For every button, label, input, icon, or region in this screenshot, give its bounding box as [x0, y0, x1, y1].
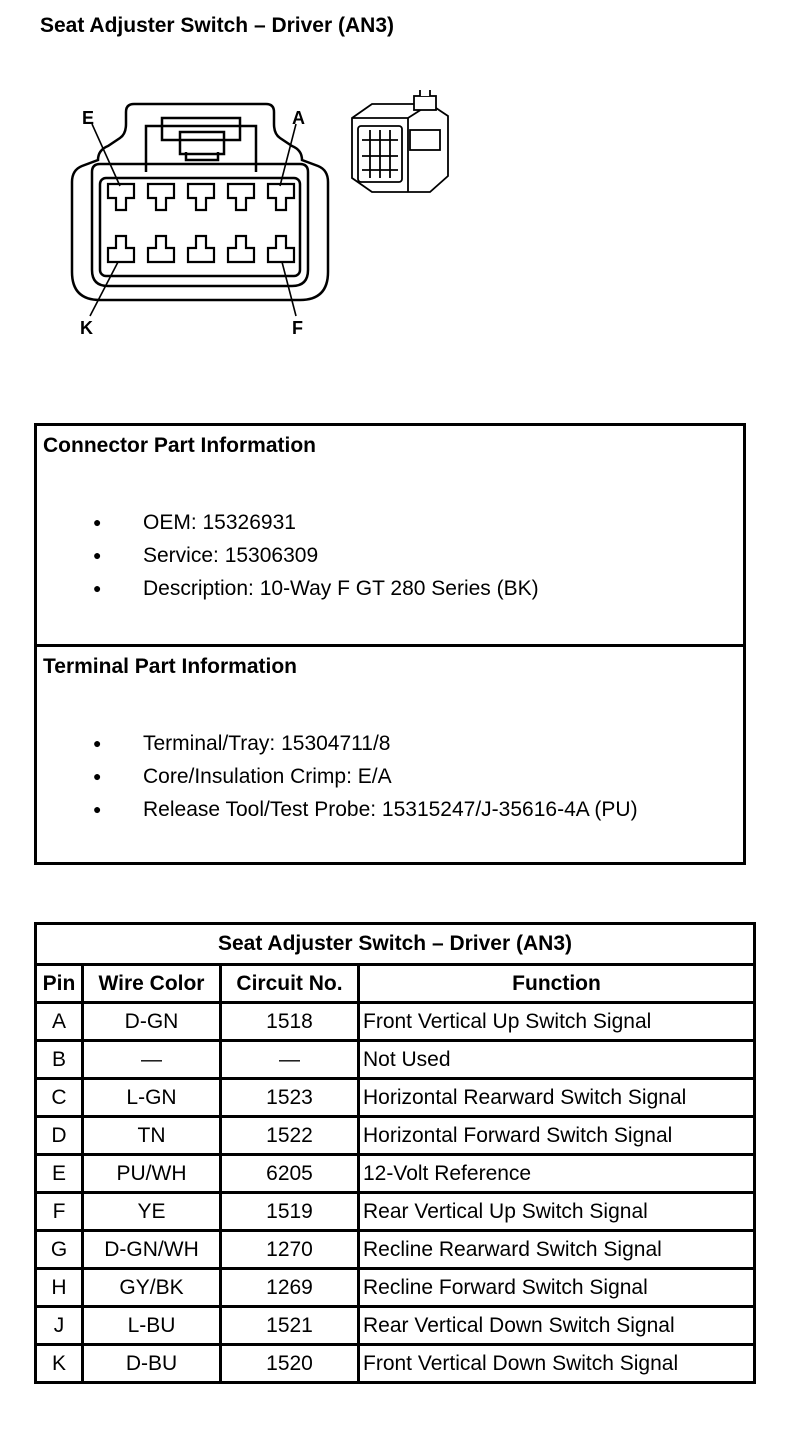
- circuit-cell: 1270: [221, 1231, 359, 1269]
- table-row: [36, 1079, 755, 1117]
- connector-part-info: [37, 426, 743, 644]
- list-item: ● Terminal/Tray: 15304711/8: [37, 727, 638, 760]
- wire-color-cell: L-BU: [83, 1307, 221, 1345]
- list-item: ● OEM: 15326931: [37, 506, 539, 539]
- column-header: Function: [359, 965, 755, 1003]
- pin-label-k: K: [80, 318, 93, 338]
- pin-cell: E: [36, 1155, 83, 1193]
- pin-cell: K: [36, 1345, 83, 1383]
- pin-cell: D: [36, 1117, 83, 1155]
- pin-cell: J: [36, 1307, 83, 1345]
- circuit-cell: 1523: [221, 1079, 359, 1117]
- table-row: [36, 1269, 755, 1307]
- pin-cell: C: [36, 1079, 83, 1117]
- function-cell: Rear Vertical Down Switch Signal: [359, 1307, 755, 1345]
- wire-color-cell: L-GN: [83, 1079, 221, 1117]
- table-row: [36, 1155, 755, 1193]
- circuit-cell: 1522: [221, 1117, 359, 1155]
- table-row: [36, 1307, 755, 1345]
- table-row: [36, 1003, 755, 1041]
- table-row: [36, 1345, 755, 1383]
- terminal-part-info: [37, 644, 743, 865]
- wire-color-cell: D-GN/WH: [83, 1231, 221, 1269]
- pin-cell: A: [36, 1003, 83, 1041]
- circuit-cell: 1269: [221, 1269, 359, 1307]
- pinout-table: [34, 922, 756, 1384]
- wire-color-cell: TN: [83, 1117, 221, 1155]
- table-row: [36, 1041, 755, 1079]
- wire-color-cell: D-BU: [83, 1345, 221, 1383]
- wire-color-cell: GY/BK: [83, 1269, 221, 1307]
- function-cell: Recline Forward Switch Signal: [359, 1269, 755, 1307]
- wire-color-cell: PU/WH: [83, 1155, 221, 1193]
- part-information-box: [34, 423, 746, 865]
- circuit-cell: 1520: [221, 1345, 359, 1383]
- connector-part-info-list: [37, 506, 539, 605]
- pin-label-e: E: [82, 108, 95, 128]
- function-cell: Rear Vertical Up Switch Signal: [359, 1193, 755, 1231]
- function-cell: Horizontal Forward Switch Signal: [359, 1117, 755, 1155]
- function-cell: 12-Volt Reference: [359, 1155, 755, 1193]
- wire-color-cell: YE: [83, 1193, 221, 1231]
- list-item: ● Release Tool/Test Probe: 15315247/J-35616-4A (PU): [37, 793, 638, 826]
- circuit-cell: 6205: [221, 1155, 359, 1193]
- connector-part-info-heading: Connector Part Information: [43, 434, 317, 457]
- column-header: Circuit No.: [221, 965, 359, 1003]
- function-cell: Not Used: [359, 1041, 755, 1079]
- column-header: Pin: [36, 965, 83, 1003]
- pin-label-f: F: [292, 318, 303, 338]
- top-row-terminals: [108, 184, 294, 210]
- function-cell: Horizontal Rearward Switch Signal: [359, 1079, 755, 1117]
- circuit-cell: 1521: [221, 1307, 359, 1345]
- circuit-cell: —: [221, 1041, 359, 1079]
- connector-isometric-view: [352, 90, 448, 192]
- circuit-cell: 1519: [221, 1193, 359, 1231]
- table-row: [36, 1117, 755, 1155]
- table-caption: Seat Adjuster Switch – Driver (AN3): [36, 924, 755, 965]
- list-item: ● Core/Insulation Crimp: E/A: [37, 760, 638, 793]
- function-cell: Front Vertical Up Switch Signal: [359, 1003, 755, 1041]
- list-item: ● Description: 10-Way F GT 280 Series (BK): [37, 572, 539, 605]
- table-header-row: [36, 965, 755, 1003]
- circuit-cell: 1518: [221, 1003, 359, 1041]
- terminal-part-info-list: [37, 727, 638, 826]
- function-cell: Recline Rearward Switch Signal: [359, 1231, 755, 1269]
- column-header: Wire Color: [83, 965, 221, 1003]
- terminal-part-info-heading: Terminal Part Information: [43, 655, 297, 678]
- pin-label-a: A: [292, 108, 305, 128]
- list-item: ● Service: 15306309: [37, 539, 539, 572]
- page-title: Seat Adjuster Switch – Driver (AN3): [40, 14, 394, 37]
- function-cell: Front Vertical Down Switch Signal: [359, 1345, 755, 1383]
- bottom-row-terminals: [108, 236, 294, 262]
- pin-cell: H: [36, 1269, 83, 1307]
- table-row: [36, 1193, 755, 1231]
- pin-cell: G: [36, 1231, 83, 1269]
- table-row: [36, 1231, 755, 1269]
- connector-face-diagram: [0, 90, 480, 350]
- wire-color-cell: —: [83, 1041, 221, 1079]
- pin-cell: F: [36, 1193, 83, 1231]
- wire-color-cell: D-GN: [83, 1003, 221, 1041]
- pin-cell: B: [36, 1041, 83, 1079]
